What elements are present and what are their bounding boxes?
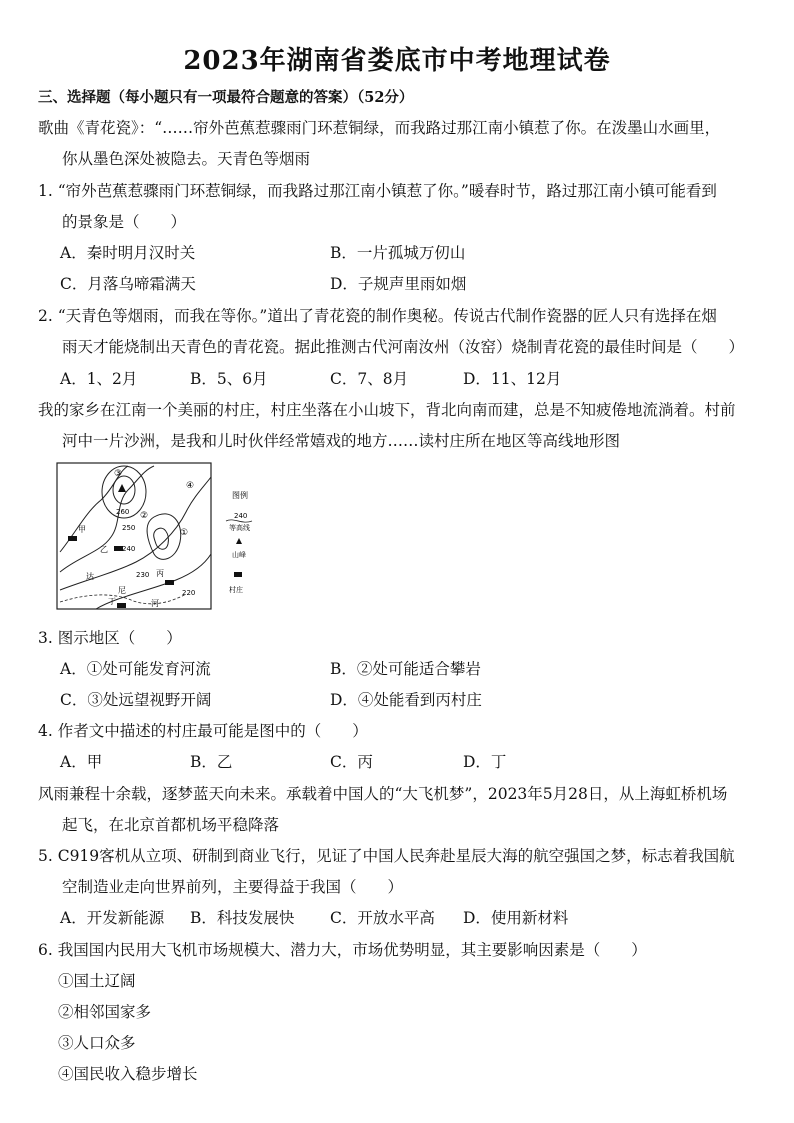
q6-item-2: ②相邻国家多 <box>58 1003 152 1021</box>
legend-village-label: 村庄 <box>229 586 243 594</box>
map-label-1: ① <box>180 528 189 538</box>
q5-option-c[interactable]: C．开放水平高 <box>330 909 435 927</box>
passage-1-line-1: 歌曲《青花瓷》：“……帘外芭蕉惹骤雨门环惹铜绿，而我路过那江南小镇惹了你。在泼墨山水画里， <box>38 119 721 137</box>
q1-option-c[interactable]: C．月落乌啼霜满天 <box>60 275 196 293</box>
q1-option-d[interactable]: D．子规声里雨如烟 <box>330 275 467 293</box>
question-1-stem: 1. “帘外芭蕉惹骤雨门环惹铜绿，而我路过那江南小镇惹了你。”暖春时节，路过那江南小镇可能看到 <box>38 182 717 200</box>
q5-option-a[interactable]: A．开发新能源 <box>60 909 165 927</box>
contour-value-260: 260 <box>116 508 130 516</box>
legend-peak-label: 山峰 <box>232 551 246 559</box>
passage-2-line-2: 河中一片沙洲，是我和儿时伙伴经常嬉戏的地方……读村庄所在地区等高线地形图 <box>62 432 621 450</box>
contour-value-230: 230 <box>136 571 150 579</box>
q2-option-d[interactable]: D．11、12月 <box>463 370 562 388</box>
q5-option-d[interactable]: D．使用新材料 <box>463 909 569 927</box>
map-label-yi: 乙 <box>100 545 108 554</box>
village-ding-icon <box>117 603 126 608</box>
river-label-1: 达 <box>86 572 94 581</box>
question-2-stem-2: 雨天才能烧制出天青色的青花瓷。据此推测古代河南汝州（汝窑）烧制青花瓷的最佳时间是（ ） <box>62 338 745 356</box>
map-label-2: ② <box>140 511 149 521</box>
legend-title: 图例 <box>232 491 248 500</box>
village-jia-icon <box>68 536 77 541</box>
q2-option-c[interactable]: C．7、8月 <box>330 370 409 388</box>
river-line <box>60 594 186 604</box>
q3-option-d[interactable]: D．④处能看到丙村庄 <box>330 691 482 709</box>
river-label-2: 尼 <box>118 586 126 595</box>
passage-3-line-1: 风雨兼程十余载，逐梦蓝天向未来。承载着中国人的“大飞机梦”，2023年5月28日，从上海虹桥机场 <box>38 785 728 803</box>
passage-2-line-1: 我的家乡在江南一个美丽的村庄，村庄坐落在小山坡下，背北向南而建，总是不知疲倦地流淌着。村前 <box>38 401 736 419</box>
page-title: 2023年湖南省娄底市中考地理试卷 <box>183 46 611 76</box>
q3-option-c[interactable]: C．③处远望视野开阔 <box>60 691 212 709</box>
q2-option-a[interactable]: A．1、2月 <box>60 370 138 388</box>
q5-option-b[interactable]: B．科技发展快 <box>190 909 295 927</box>
question-2-stem: 2. “天青色等烟雨，而我在等你。”道出了青花瓷的制作奥秘。传说古代制作瓷器的匠人只有选择在烟 <box>38 307 717 325</box>
contour-line <box>147 514 181 560</box>
q2-option-b[interactable]: B．5、6月 <box>190 370 268 388</box>
q4-option-d[interactable]: D．丁 <box>463 753 507 771</box>
contour-value-250: 250 <box>122 524 136 532</box>
q6-item-4: ④国民收入稳步增长 <box>58 1065 198 1083</box>
passage-1-line-2: 你从墨色深处被隐去。天青色等烟雨 <box>62 150 311 168</box>
question-1-stem-2: 的景象是（ ） <box>62 213 187 231</box>
q3-option-b[interactable]: B．②处可能适合攀岩 <box>330 660 481 678</box>
question-4-stem: 4. 作者文中描述的村庄最可能是图中的（ ） <box>38 722 368 740</box>
map-label-bing: 丙 <box>156 569 164 578</box>
village-bing-icon <box>165 580 174 585</box>
contour-value-240: 240 <box>122 545 136 553</box>
q4-option-c[interactable]: C．丙 <box>330 753 373 771</box>
river-label-3: 河 <box>151 599 159 608</box>
legend-contour-value: 240 <box>234 512 248 520</box>
map-label-4: ④ <box>186 481 195 491</box>
question-6-stem: 6. 我国国内民用大飞机市场规模大、潜力大，市场优势明显，其主要影响因素是（ ） <box>38 941 647 959</box>
map-label-3: ③ <box>114 469 123 479</box>
question-3-stem: 3. 图示地区（ ） <box>38 629 182 647</box>
map-label-jia: 甲 <box>78 525 86 534</box>
question-5-stem-2: 空制造业走向世界前列，主要得益于我国（ ） <box>62 878 404 896</box>
legend-village-icon <box>234 572 242 577</box>
q1-option-b[interactable]: B．一片孤城万仞山 <box>330 244 466 262</box>
legend-contour-label: 等高线 <box>229 524 250 532</box>
question-5-stem: 5. C919客机从立项、研制到商业飞行，见证了中国人民奔赴星辰大海的航空强国之梦，标志着我国航 <box>38 847 735 865</box>
passage-3-line-2: 起飞，在北京首都机场平稳降落 <box>62 816 280 834</box>
section-heading: 三、选择题（每小题只有一项最符合题意的答案）（52分） <box>38 89 414 106</box>
contour-map <box>56 462 256 612</box>
q4-option-a[interactable]: A．甲 <box>60 753 103 771</box>
map-label-ding: 丁 <box>108 597 116 606</box>
q6-item-1: ①国土辽阔 <box>58 972 136 990</box>
legend-peak-icon <box>236 538 242 544</box>
q4-option-b[interactable]: B．乙 <box>190 753 233 771</box>
q6-item-3: ③人口众多 <box>58 1034 136 1052</box>
q3-option-a[interactable]: A．①处可能发育河流 <box>60 660 211 678</box>
peak-icon <box>118 484 126 492</box>
contour-value-220: 220 <box>182 589 196 597</box>
legend-contour-icon <box>226 520 252 522</box>
q1-option-a[interactable]: A．秦时明月汉时关 <box>60 244 196 262</box>
